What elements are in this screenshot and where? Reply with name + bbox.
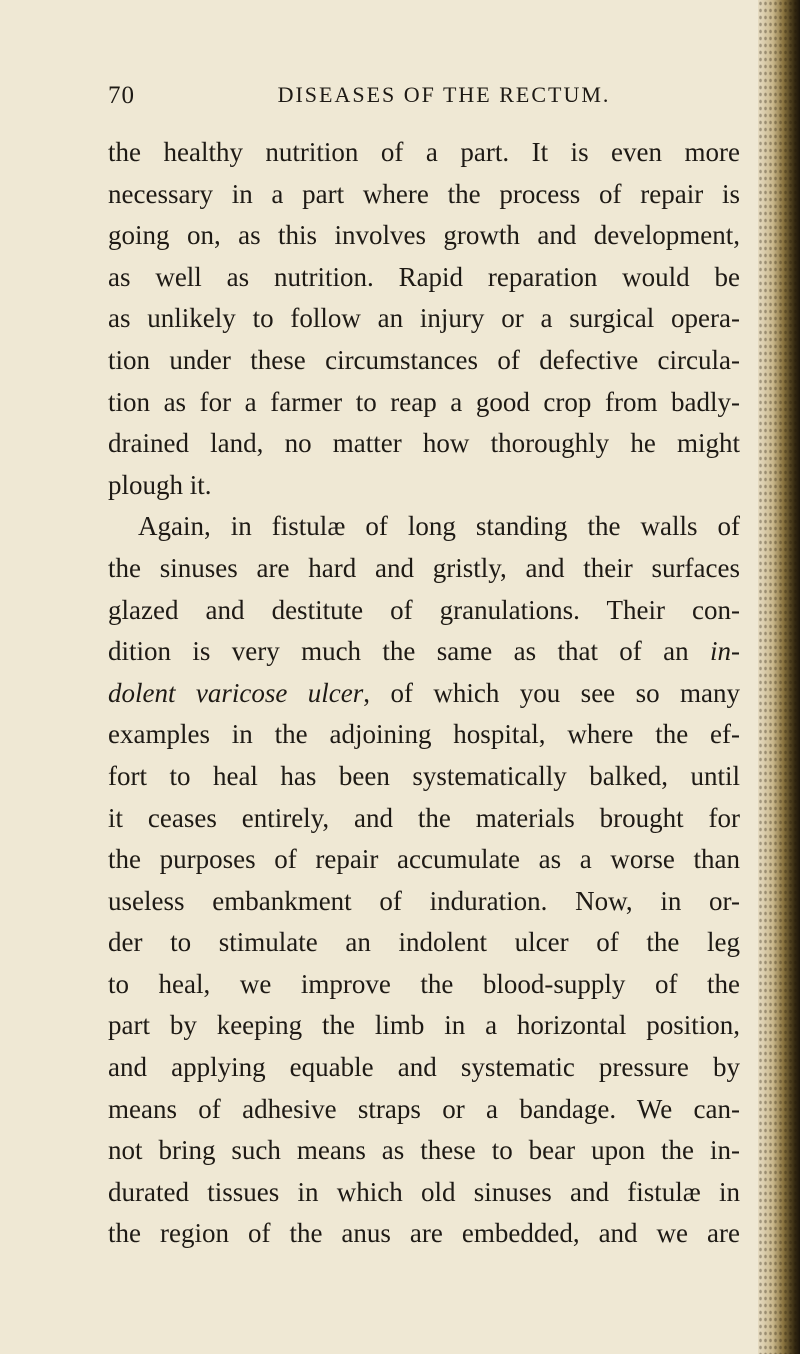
text-line: to heal, we improve the blood-supply of the — [108, 968, 740, 999]
text-line: drained land, no matter how thoroughly he might — [108, 428, 740, 459]
text-line: as unlikely to follow an injury or a surgical opera- — [108, 303, 740, 334]
text-line: not bring such means as these to bear upon the in- — [108, 1135, 740, 1166]
text-line: part by keeping the limb in a horizontal position, — [108, 1010, 740, 1041]
text-line: Again, in fistulæ of long standing the walls of — [138, 511, 740, 542]
page-edge-texture — [758, 0, 800, 1354]
text-segment: dition is very much the same as that of an — [108, 636, 710, 667]
text-segment: , of which you see so many — [363, 677, 740, 708]
running-head: DISEASES OF THE RECTUM. — [277, 82, 611, 107]
text-line — [108, 631, 740, 673]
text-line: glazed and destitute of granulations. Their con- — [108, 594, 740, 625]
text-line: useless embankment of induration. Now, in or- — [108, 885, 740, 916]
text-line: tion as for a farmer to reap a good crop from badly- — [108, 386, 740, 417]
text-line: examples in the adjoining hospital, where the ef- — [108, 719, 740, 750]
text-line: plough it. — [108, 469, 212, 500]
body-text — [108, 132, 740, 1255]
text-line: tion under these circumstances of defective circula- — [108, 344, 740, 375]
text-line: means of adhesive straps or a bandage. We can- — [108, 1093, 740, 1124]
text-line: the purposes of repair accumulate as a worse than — [108, 844, 740, 875]
text-line: and applying equable and systematic pressure by — [108, 1052, 740, 1083]
text-line: the healthy nutrition of a part. It is even more — [108, 137, 740, 167]
text-line: fort to heal has been systematically balked, until — [108, 760, 740, 791]
page-number: 70 — [108, 82, 135, 109]
text-line: the region of the anus are embedded, and we are — [108, 1218, 740, 1249]
page-header — [108, 82, 740, 122]
text-line: durated tissues in which old sinuses and fistulæ in — [108, 1176, 740, 1207]
text-line: going on, as this involves growth and development, — [108, 220, 740, 251]
text-line: der to stimulate an indolent ulcer of the leg — [108, 927, 740, 958]
text-line: necessary in a part where the process of repair is — [108, 178, 740, 209]
text-line: the sinuses are hard and gristly, and their surfaces — [108, 552, 740, 583]
text-line: as well as nutrition. Rapid reparation would be — [108, 261, 740, 292]
text-line — [108, 673, 740, 715]
italic-term: in- — [710, 636, 740, 667]
text-line: it ceases entirely, and the materials brought for — [108, 802, 740, 833]
italic-term: dolent varicose ulcer — [108, 677, 364, 708]
